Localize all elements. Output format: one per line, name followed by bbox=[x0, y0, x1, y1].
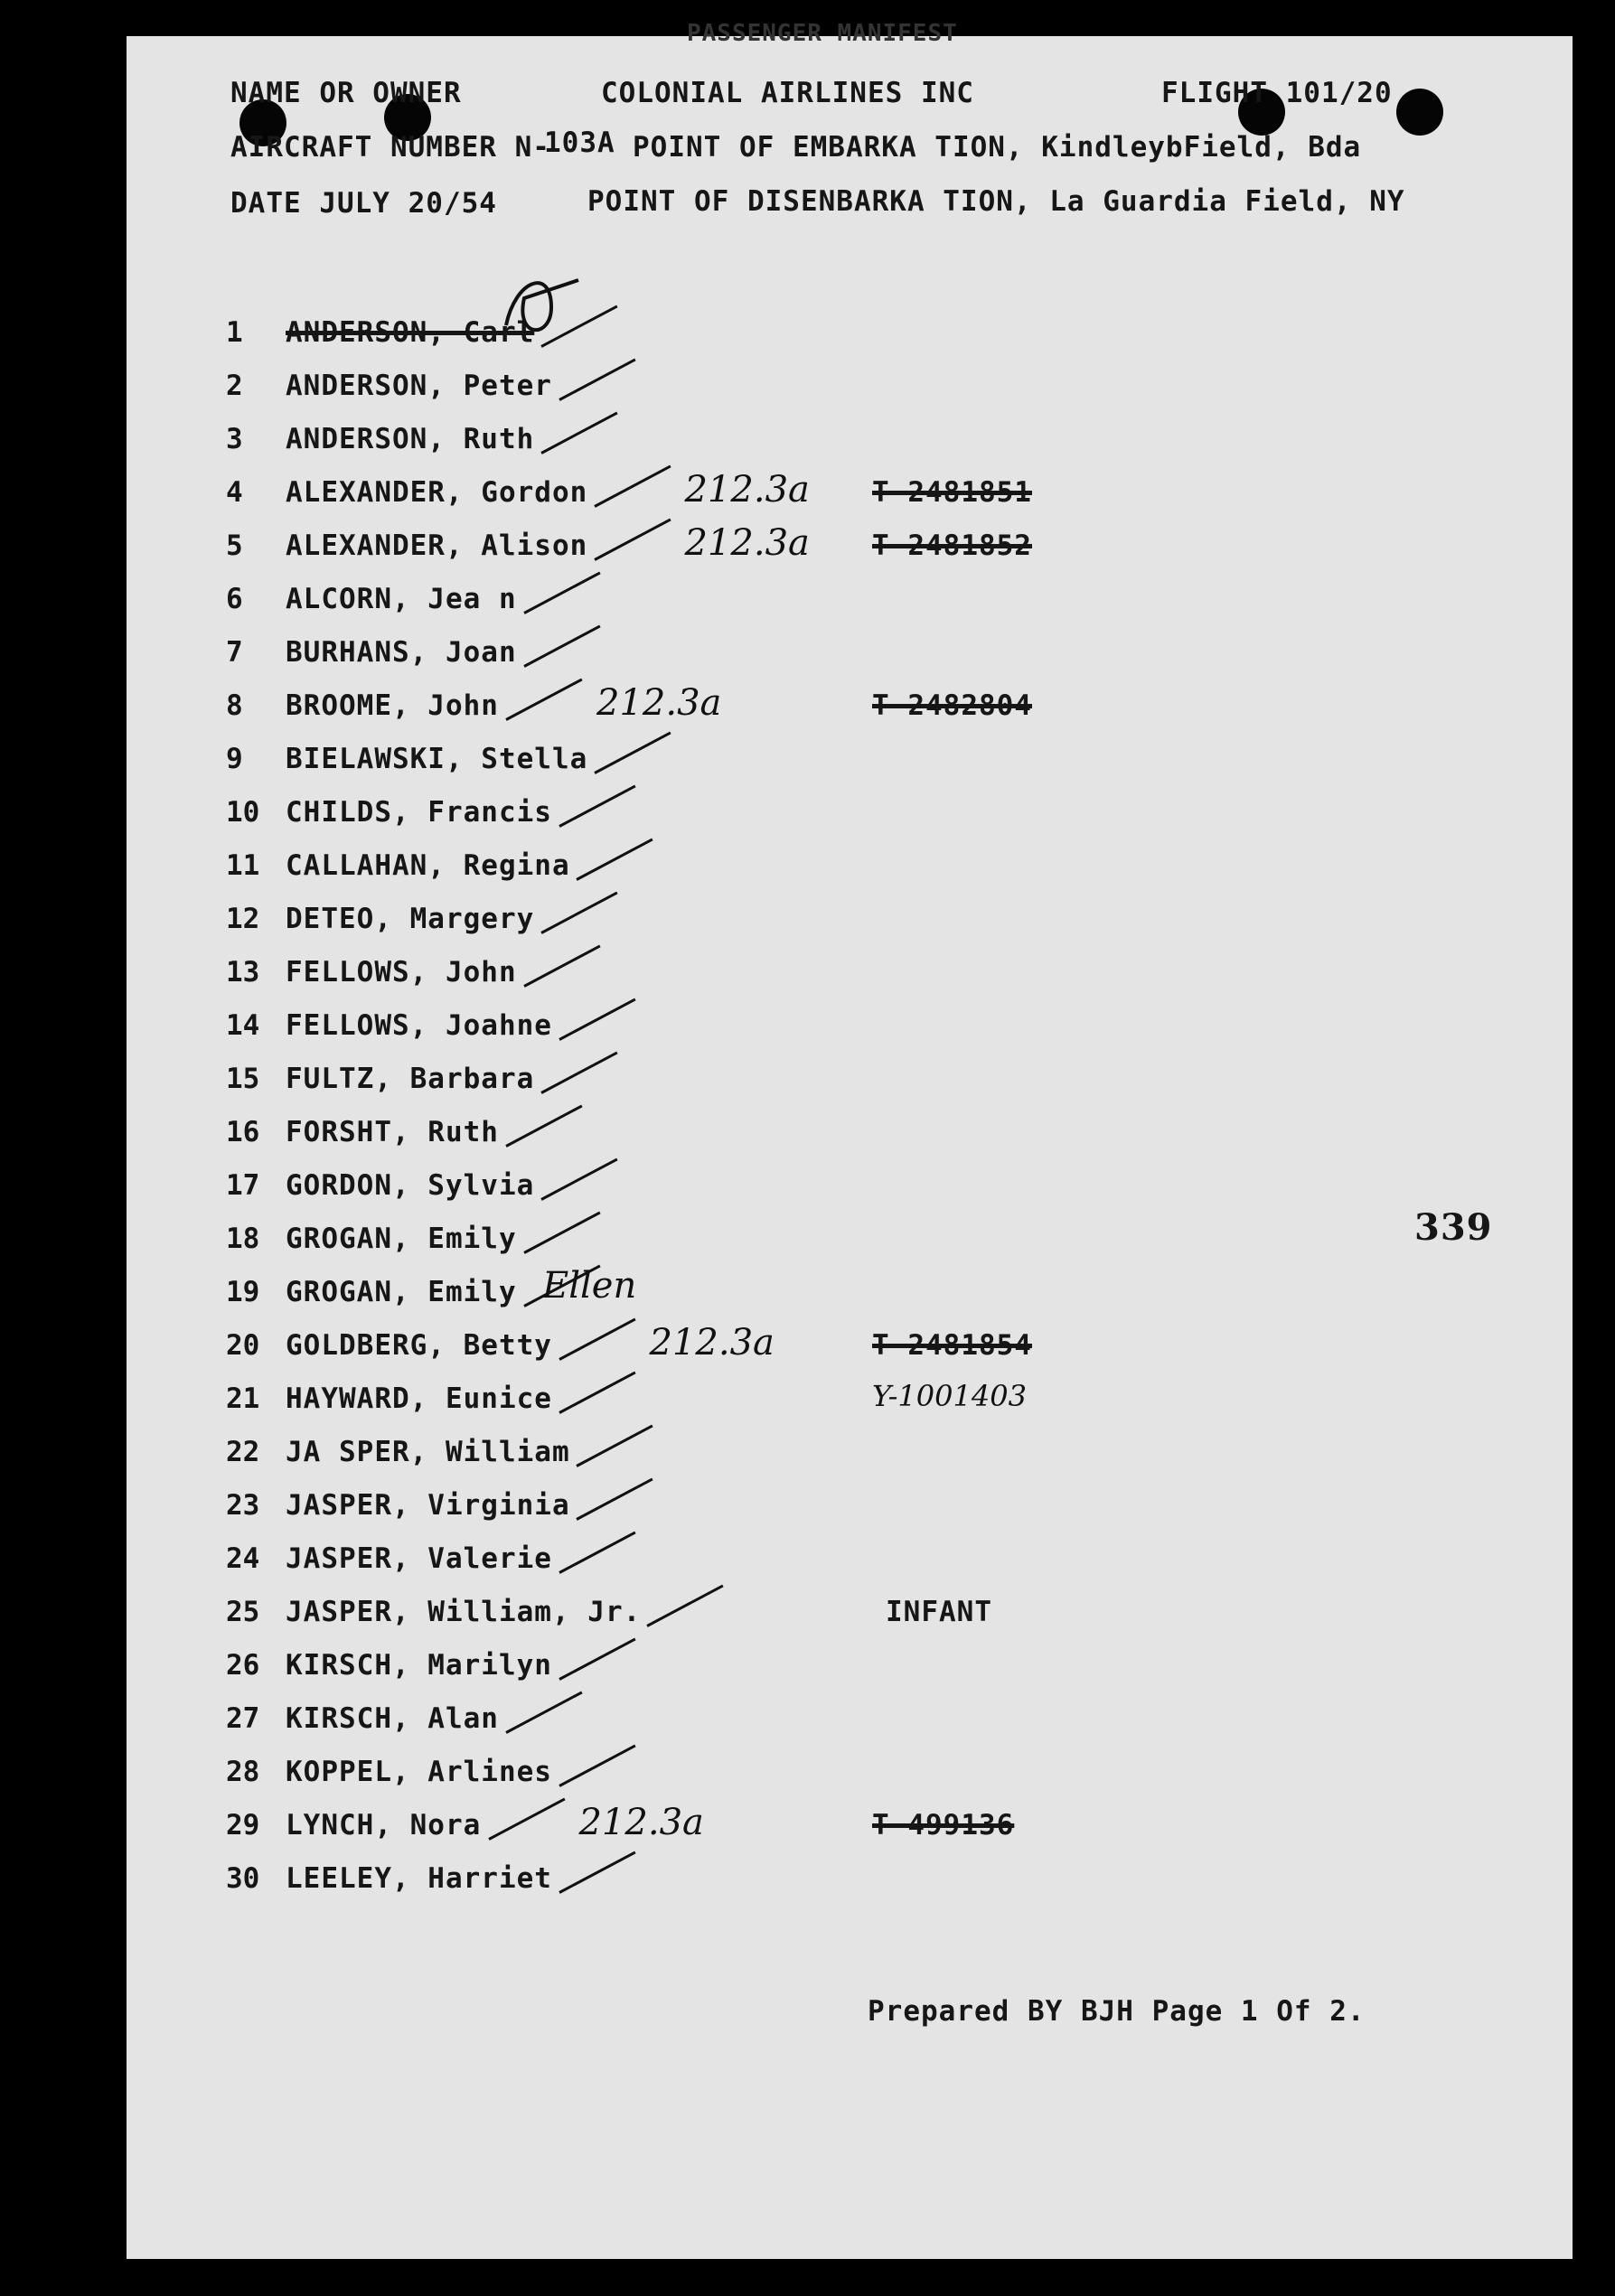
passenger-number: 14 bbox=[226, 1009, 260, 1042]
passenger-name: ANDERSON, Carl bbox=[286, 316, 535, 349]
passenger-number: 1 bbox=[226, 316, 243, 349]
passenger-name: JA SPER, William bbox=[286, 1436, 570, 1468]
owner-label: NAME OR OWNER bbox=[230, 77, 462, 109]
passenger-name: CHILDS, Francis bbox=[286, 796, 552, 829]
passenger-name: GORDON, Sylvia bbox=[286, 1169, 535, 1202]
manifest-date: DATE JULY 20/54 bbox=[230, 187, 497, 220]
passenger-number: 6 bbox=[226, 583, 243, 615]
passenger-number: 26 bbox=[226, 1649, 260, 1682]
passenger-name: LYNCH, Nora bbox=[286, 1809, 482, 1841]
passenger-name: FELLOWS, Joahne bbox=[286, 1009, 552, 1042]
owner-value: COLONIAL AIRLINES INC bbox=[601, 77, 974, 109]
footer-prepared-by: Prepared BY BJH Page 1 Of 2. bbox=[868, 1995, 1366, 2028]
passenger-name: KIRSCH, Alan bbox=[286, 1702, 499, 1735]
passenger-name: CALLAHAN, Regina bbox=[286, 849, 570, 882]
passenger-number: 7 bbox=[226, 636, 243, 669]
manifest-title: PASSENGER MANIFEST bbox=[687, 20, 958, 47]
passenger-name: BIELAWSKI, Stella bbox=[286, 743, 588, 775]
passenger-number: 17 bbox=[226, 1169, 260, 1202]
passenger-number: 27 bbox=[226, 1702, 260, 1735]
handwritten-correction: Ellen bbox=[542, 1265, 637, 1307]
ticket-reference: Y-1001403 bbox=[872, 1379, 1027, 1413]
passenger-number: 19 bbox=[226, 1276, 260, 1308]
passenger-name: ANDERSON, Ruth bbox=[286, 423, 535, 455]
passenger-name: GROGAN, Emily bbox=[286, 1223, 517, 1255]
passenger-name: ALEXANDER, Alison bbox=[286, 529, 588, 562]
passenger-number: 28 bbox=[226, 1756, 260, 1788]
handwritten-note: 212.3a bbox=[596, 682, 722, 724]
passenger-number: 4 bbox=[226, 476, 243, 509]
flight-number: FLIGHT 101/20 bbox=[1161, 77, 1393, 109]
passenger-number: 18 bbox=[226, 1223, 260, 1255]
passenger-number: 15 bbox=[226, 1063, 260, 1095]
handwritten-note: 212.3a bbox=[684, 469, 810, 511]
passenger-name: DETEO, Margery bbox=[286, 903, 535, 935]
passenger-name: KOPPEL, Arlines bbox=[286, 1756, 552, 1788]
passenger-name: HAYWARD, Eunice bbox=[286, 1382, 552, 1415]
passenger-number: 16 bbox=[226, 1116, 260, 1148]
passenger-name: LEELEY, Harriet bbox=[286, 1862, 552, 1895]
ticket-reference: T-499136 bbox=[872, 1809, 1015, 1841]
passenger-name: GROGAN, Emily bbox=[286, 1276, 517, 1308]
passenger-number: 3 bbox=[226, 423, 243, 455]
manifest-sheet bbox=[127, 20, 1573, 2259]
passenger-name: ALCORN, Jea n bbox=[286, 583, 517, 615]
passenger-name: ANDERSON, Peter bbox=[286, 370, 552, 402]
handwritten-note: 212.3a bbox=[649, 1322, 775, 1364]
passenger-number: 11 bbox=[226, 849, 260, 882]
aircraft-value: 103A bbox=[544, 127, 615, 159]
passenger-number: 21 bbox=[226, 1382, 260, 1415]
passenger-number: 30 bbox=[226, 1862, 260, 1895]
passenger-name: JASPER, William, Jr. bbox=[286, 1596, 642, 1628]
handwritten-note: 212.3a bbox=[578, 1802, 704, 1843]
ticket-reference: T-2481852 bbox=[872, 529, 1032, 562]
passenger-number: 9 bbox=[226, 743, 243, 775]
passenger-number: 23 bbox=[226, 1489, 260, 1522]
disembarkation-point: POINT OF DISENBARKA TION, La Guardia Field, NY bbox=[587, 185, 1405, 218]
passenger-name: JASPER, Valerie bbox=[286, 1542, 552, 1575]
passenger-number: 2 bbox=[226, 370, 243, 402]
check-signature-mark bbox=[506, 280, 578, 330]
passenger-number: 25 bbox=[226, 1596, 260, 1628]
ticket-reference: T-2482804 bbox=[872, 689, 1032, 722]
passenger-name: ALEXANDER, Gordon bbox=[286, 476, 588, 509]
embarkation-point: POINT OF EMBARKA TION, KindleybField, Bda bbox=[633, 131, 1362, 164]
passenger-name: JASPER, Virginia bbox=[286, 1489, 570, 1522]
passenger-name: KIRSCH, Marilyn bbox=[286, 1649, 552, 1682]
passenger-name: BROOME, John bbox=[286, 689, 499, 722]
passenger-name: FULTZ, Barbara bbox=[286, 1063, 535, 1095]
passenger-number: 5 bbox=[226, 529, 243, 562]
passenger-name: FORSHT, Ruth bbox=[286, 1116, 499, 1148]
passenger-number: 24 bbox=[226, 1542, 260, 1575]
ticket-reference: T-2481851 bbox=[872, 476, 1032, 509]
passenger-name: BURHANS, Joan bbox=[286, 636, 517, 669]
passenger-number: 8 bbox=[226, 689, 243, 722]
passenger-name: GOLDBERG, Betty bbox=[286, 1329, 552, 1362]
passenger-number: 10 bbox=[226, 796, 260, 829]
handwritten-note: 212.3a bbox=[684, 522, 810, 564]
passenger-number: 29 bbox=[226, 1809, 260, 1841]
passenger-number: 13 bbox=[226, 956, 260, 989]
passenger-name: FELLOWS, John bbox=[286, 956, 517, 989]
handwritten-marks bbox=[127, 36, 1573, 2259]
passenger-number: 20 bbox=[226, 1329, 260, 1362]
page-stamp: 339 bbox=[1414, 1206, 1493, 1249]
ticket-reference: T-2481854 bbox=[872, 1329, 1032, 1362]
passenger-number: 22 bbox=[226, 1436, 260, 1468]
aircraft-label: AIRCRAFT NUMBER N- bbox=[230, 131, 550, 164]
passenger-number: 12 bbox=[226, 903, 260, 935]
passenger-remark: INFANT bbox=[886, 1596, 992, 1628]
